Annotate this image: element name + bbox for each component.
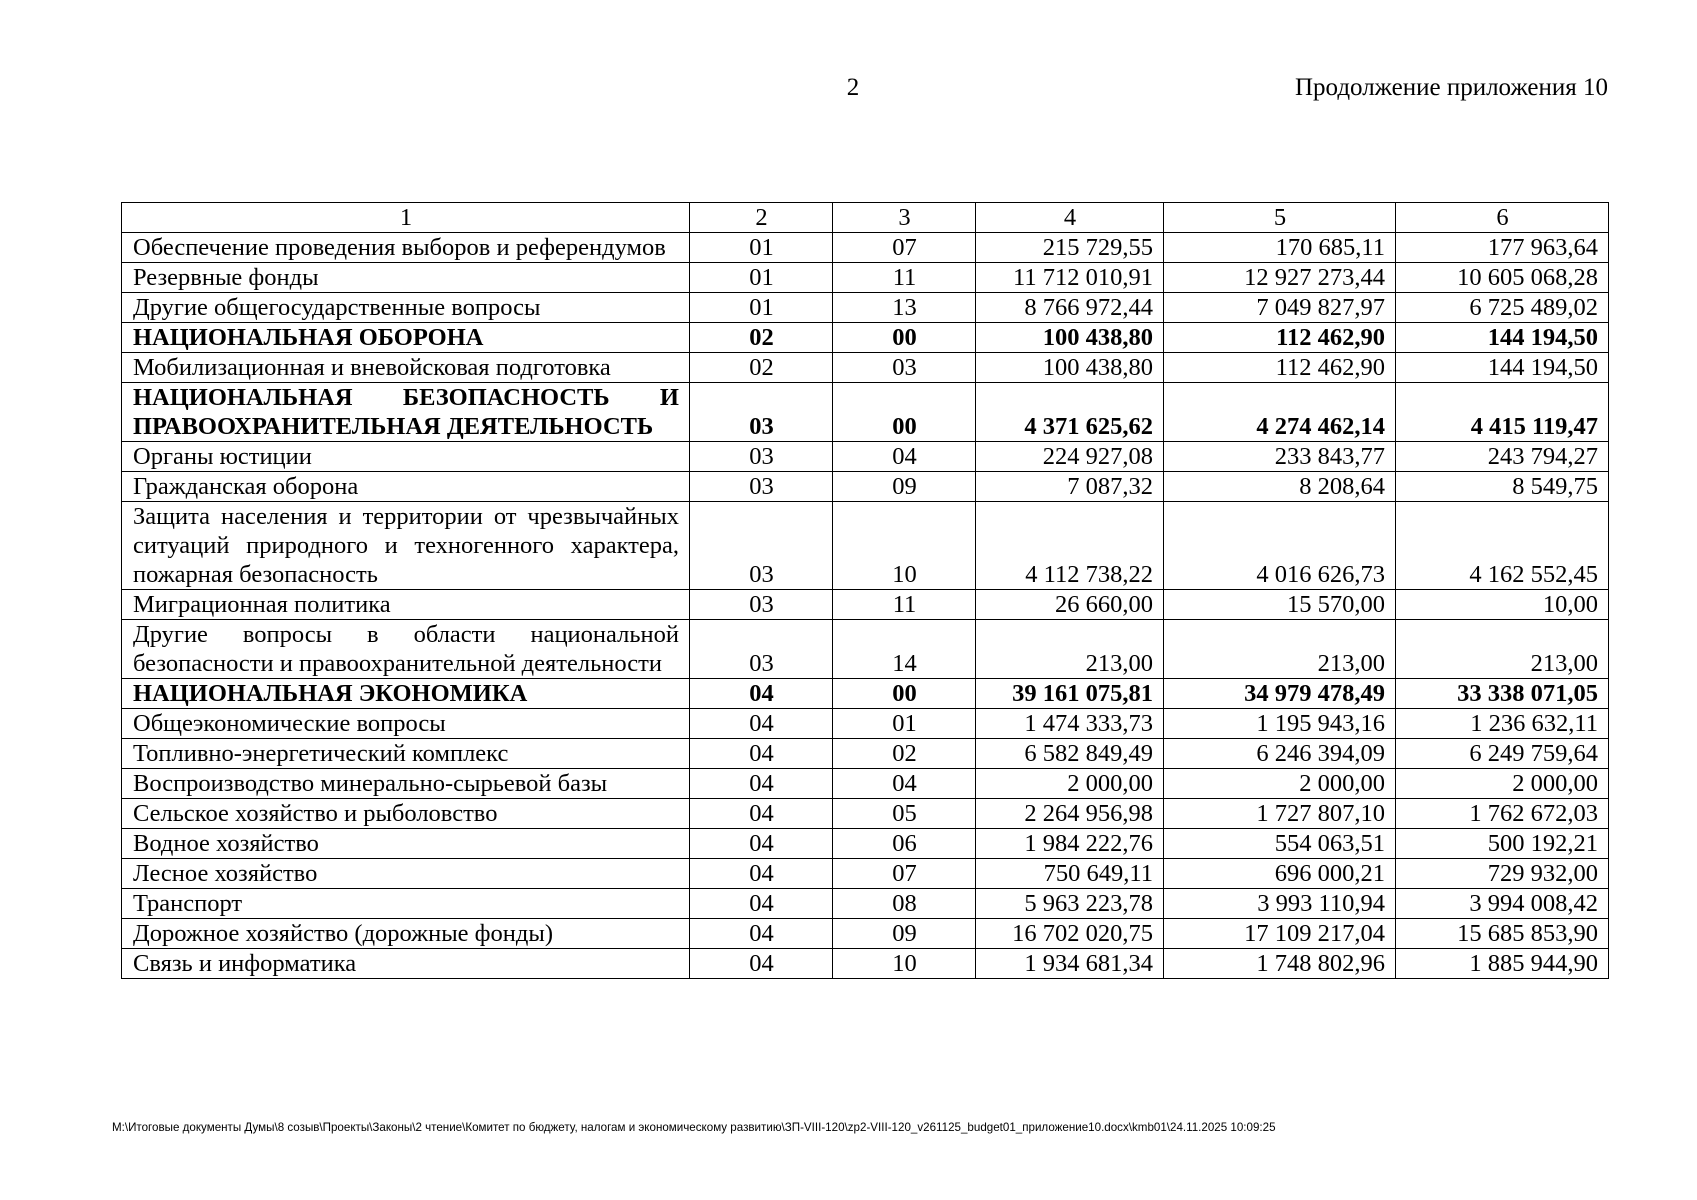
row-name: Топливно-энергетический комплекс [122, 739, 690, 769]
amount-col5: 170 685,11 [1164, 233, 1396, 263]
section-code: 03 [690, 502, 833, 590]
amount-col5: 1 195 943,16 [1164, 709, 1396, 739]
amount-col5: 213,00 [1164, 620, 1396, 679]
section-code: 03 [690, 442, 833, 472]
amount-col5: 6 246 394,09 [1164, 739, 1396, 769]
subsection-code: 10 [833, 502, 976, 590]
amount-col5: 1 748 802,96 [1164, 949, 1396, 979]
subsection-code: 13 [833, 293, 976, 323]
amount-col4: 16 702 020,75 [976, 919, 1164, 949]
amount-col4: 224 927,08 [976, 442, 1164, 472]
table-row [122, 620, 1609, 679]
row-name: НАЦИОНАЛЬНАЯ БЕЗОПАСНОСТЬ И ПРАВООХРАНИТЕЛЬНАЯ ДЕЯТЕЛЬНОСТЬ [122, 383, 690, 442]
amount-col4: 100 438,80 [976, 353, 1164, 383]
section-code: 03 [690, 590, 833, 620]
amount-col5: 2 000,00 [1164, 769, 1396, 799]
table-row [122, 293, 1609, 323]
row-name: Лесное хозяйство [122, 859, 690, 889]
amount-col5: 8 208,64 [1164, 472, 1396, 502]
row-name: Мобилизационная и вневойсковая подготовка [122, 353, 690, 383]
subsection-code: 00 [833, 679, 976, 709]
amount-col6: 1 885 944,90 [1396, 949, 1609, 979]
amount-col6: 2 000,00 [1396, 769, 1609, 799]
amount-col5: 112 462,90 [1164, 323, 1396, 353]
subsection-code: 04 [833, 442, 976, 472]
table-row [122, 919, 1609, 949]
column-number-row [122, 203, 1609, 233]
table-row [122, 590, 1609, 620]
table-body [122, 233, 1609, 979]
amount-col5: 4 274 462,14 [1164, 383, 1396, 442]
amount-col4: 100 438,80 [976, 323, 1164, 353]
column-header: 6 [1396, 203, 1609, 233]
table-row [122, 323, 1609, 353]
section-code: 04 [690, 679, 833, 709]
table-row [122, 889, 1609, 919]
amount-col6: 4 415 119,47 [1396, 383, 1609, 442]
section-code: 04 [690, 709, 833, 739]
row-name: Транспорт [122, 889, 690, 919]
row-name: Защита населения и территории от чрезвычайных ситуаций природного и техногенного характера, пожарная безопасность [122, 502, 690, 590]
amount-col5: 12 927 273,44 [1164, 263, 1396, 293]
amount-col6: 1 236 632,11 [1396, 709, 1609, 739]
subsection-code: 04 [833, 769, 976, 799]
table-row [122, 949, 1609, 979]
row-name: Другие вопросы в области национальной безопасности и правоохранительной деятельности [122, 620, 690, 679]
subsection-code: 05 [833, 799, 976, 829]
subsection-code: 14 [833, 620, 976, 679]
amount-col6: 1 762 672,03 [1396, 799, 1609, 829]
amount-col4: 2 264 956,98 [976, 799, 1164, 829]
row-name: Гражданская оборона [122, 472, 690, 502]
column-header: 1 [122, 203, 690, 233]
page-number: 2 [846, 74, 860, 101]
amount-col5: 15 570,00 [1164, 590, 1396, 620]
continuation-heading: Продолжение приложения 10 [1294, 74, 1608, 101]
column-header: 2 [690, 203, 833, 233]
section-code: 04 [690, 949, 833, 979]
row-name: Связь и информатика [122, 949, 690, 979]
amount-col4: 7 087,32 [976, 472, 1164, 502]
subsection-code: 00 [833, 323, 976, 353]
amount-col5: 554 063,51 [1164, 829, 1396, 859]
section-code: 02 [690, 323, 833, 353]
table-row [122, 739, 1609, 769]
subsection-code: 03 [833, 353, 976, 383]
amount-col4: 750 649,11 [976, 859, 1164, 889]
amount-col6: 10 605 068,28 [1396, 263, 1609, 293]
budget-table [121, 202, 1609, 979]
subsection-code: 06 [833, 829, 976, 859]
row-name: Миграционная политика [122, 590, 690, 620]
subsection-code: 09 [833, 919, 976, 949]
amount-col4: 4 371 625,62 [976, 383, 1164, 442]
amount-col6: 3 994 008,42 [1396, 889, 1609, 919]
table-row [122, 709, 1609, 739]
amount-col4: 1 934 681,34 [976, 949, 1164, 979]
amount-col4: 2 000,00 [976, 769, 1164, 799]
column-header: 4 [976, 203, 1164, 233]
section-code: 01 [690, 233, 833, 263]
amount-col6: 144 194,50 [1396, 323, 1609, 353]
table-row [122, 799, 1609, 829]
section-code: 01 [690, 263, 833, 293]
amount-col5: 1 727 807,10 [1164, 799, 1396, 829]
amount-col5: 17 109 217,04 [1164, 919, 1396, 949]
amount-col4: 6 582 849,49 [976, 739, 1164, 769]
amount-col6: 177 963,64 [1396, 233, 1609, 263]
subsection-code: 02 [833, 739, 976, 769]
amount-col6: 729 932,00 [1396, 859, 1609, 889]
amount-col5: 696 000,21 [1164, 859, 1396, 889]
amount-col6: 213,00 [1396, 620, 1609, 679]
subsection-code: 11 [833, 263, 976, 293]
section-code: 04 [690, 739, 833, 769]
table-row [122, 472, 1609, 502]
subsection-code: 10 [833, 949, 976, 979]
section-code: 03 [690, 383, 833, 442]
table-row [122, 383, 1609, 442]
row-name: Обеспечение проведения выборов и референдумов [122, 233, 690, 263]
subsection-code: 08 [833, 889, 976, 919]
table-row [122, 829, 1609, 859]
column-header: 3 [833, 203, 976, 233]
subsection-code: 07 [833, 233, 976, 263]
amount-col4: 26 660,00 [976, 590, 1164, 620]
section-code: 04 [690, 889, 833, 919]
amount-col6: 144 194,50 [1396, 353, 1609, 383]
amount-col4: 8 766 972,44 [976, 293, 1164, 323]
section-code: 03 [690, 620, 833, 679]
subsection-code: 07 [833, 859, 976, 889]
amount-col4: 39 161 075,81 [976, 679, 1164, 709]
section-code: 02 [690, 353, 833, 383]
amount-col6: 6 725 489,02 [1396, 293, 1609, 323]
table-row [122, 353, 1609, 383]
amount-col5: 34 979 478,49 [1164, 679, 1396, 709]
table-row [122, 263, 1609, 293]
amount-col6: 33 338 071,05 [1396, 679, 1609, 709]
amount-col6: 8 549,75 [1396, 472, 1609, 502]
table-row [122, 442, 1609, 472]
subsection-code: 11 [833, 590, 976, 620]
amount-col4: 5 963 223,78 [976, 889, 1164, 919]
amount-col6: 10,00 [1396, 590, 1609, 620]
row-name: Воспроизводство минерально-сырьевой базы [122, 769, 690, 799]
row-name: Водное хозяйство [122, 829, 690, 859]
table-row [122, 859, 1609, 889]
file-path-footer: M:\Итоговые документы Думы\8 созыв\Проекты\Законы\2 чтение\Комитет по бюджету, налогам и экономическому развитию\ЗП-VIII-120\zp2-VIII-120_v261125_budget01_приложение10.docx\kmb01\24.11.2025 10:09:25 [112, 1121, 1276, 1134]
table-row [122, 679, 1609, 709]
row-name: Органы юстиции [122, 442, 690, 472]
amount-col6: 243 794,27 [1396, 442, 1609, 472]
row-name: Дорожное хозяйство (дорожные фонды) [122, 919, 690, 949]
row-name: Другие общегосударственные вопросы [122, 293, 690, 323]
amount-col4: 1 984 222,76 [976, 829, 1164, 859]
amount-col6: 6 249 759,64 [1396, 739, 1609, 769]
amount-col6: 15 685 853,90 [1396, 919, 1609, 949]
row-name: НАЦИОНАЛЬНАЯ ЭКОНОМИКА [122, 679, 690, 709]
amount-col6: 4 162 552,45 [1396, 502, 1609, 590]
row-name: НАЦИОНАЛЬНАЯ ОБОРОНА [122, 323, 690, 353]
row-name: Общеэкономические вопросы [122, 709, 690, 739]
table-row [122, 769, 1609, 799]
section-code: 04 [690, 859, 833, 889]
subsection-code: 01 [833, 709, 976, 739]
amount-col4: 215 729,55 [976, 233, 1164, 263]
subsection-code: 09 [833, 472, 976, 502]
row-name: Резервные фонды [122, 263, 690, 293]
amount-col5: 3 993 110,94 [1164, 889, 1396, 919]
section-code: 04 [690, 919, 833, 949]
section-code: 03 [690, 472, 833, 502]
amount-col4: 4 112 738,22 [976, 502, 1164, 590]
section-code: 04 [690, 769, 833, 799]
amount-col4: 1 474 333,73 [976, 709, 1164, 739]
section-code: 01 [690, 293, 833, 323]
table-row [122, 233, 1609, 263]
amount-col5: 7 049 827,97 [1164, 293, 1396, 323]
amount-col4: 11 712 010,91 [976, 263, 1164, 293]
section-code: 04 [690, 799, 833, 829]
amount-col4: 213,00 [976, 620, 1164, 679]
subsection-code: 00 [833, 383, 976, 442]
row-name: Сельское хозяйство и рыболовство [122, 799, 690, 829]
column-header: 5 [1164, 203, 1396, 233]
amount-col6: 500 192,21 [1396, 829, 1609, 859]
section-code: 04 [690, 829, 833, 859]
amount-col5: 4 016 626,73 [1164, 502, 1396, 590]
table-row [122, 502, 1609, 590]
amount-col5: 233 843,77 [1164, 442, 1396, 472]
amount-col5: 112 462,90 [1164, 353, 1396, 383]
